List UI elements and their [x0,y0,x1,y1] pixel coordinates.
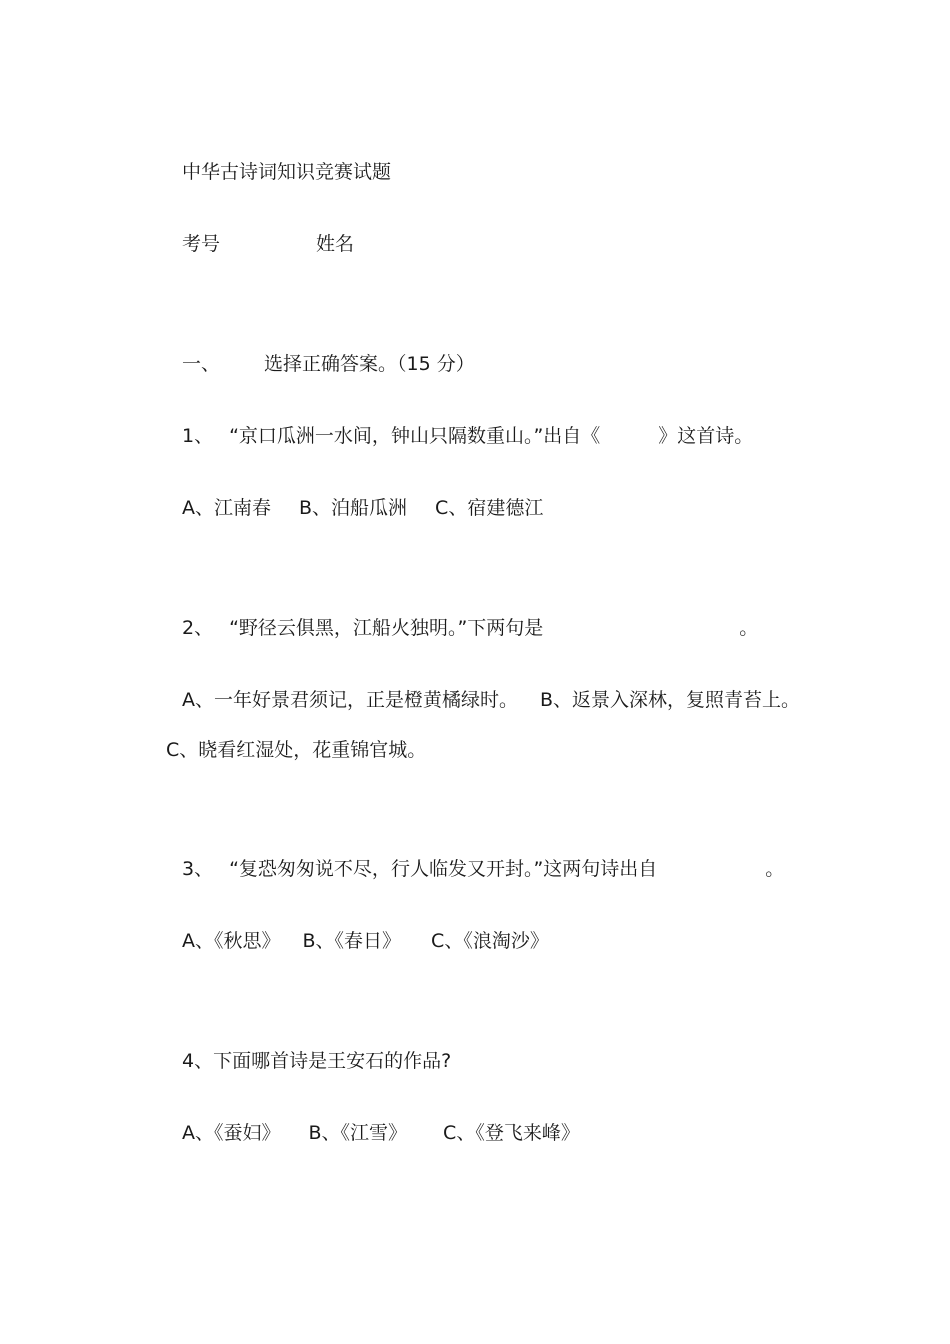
question-number: 2、 [182,617,214,639]
option-c: C、《登飞来峰》 [443,1122,580,1144]
question-3-stem [182,857,784,881]
option-a: A、《秋思》 [182,930,281,952]
option-a: A、江南春 [182,497,271,519]
question-text-end: 》这首诗。 [658,425,754,447]
option-b: B、返景入深林，复照青苔上。 [540,689,801,711]
question-text: “复恐匆匆说不尽，行人临发又开封。”这两句诗出自 [229,858,658,880]
question-1-options [182,496,543,520]
question-text-end: 。 [765,858,785,880]
question-4-stem [182,1049,451,1073]
question-3-options [182,929,549,953]
header-row [182,232,354,256]
section-number: 一、 [182,353,221,375]
question-number: 3、 [182,858,214,880]
option-b: B、《春日》 [302,930,402,952]
option-a: A、一年好景君须记，正是橙黄橘绿时。 [182,689,518,711]
question-1-stem [182,424,753,448]
question-number: 4、 [182,1050,214,1072]
section-title: 选择正确答案。（15 分） [264,353,475,375]
question-text-end: 。 [739,617,759,639]
exam-number-label: 考号 [182,233,221,255]
option-c: C、《浪淘沙》 [431,930,549,952]
question-text: 下面哪首诗是王安石的作品? [213,1050,452,1072]
option-c: C、宿建德江 [435,497,544,519]
option-b: B、泊船瓜洲 [299,497,408,519]
name-label: 姓名 [316,233,355,255]
section-heading [182,352,475,376]
question-2-options-row2 [166,738,426,762]
question-number: 1、 [182,425,214,447]
question-2-options-row1 [182,688,800,712]
question-text: “野径云俱黑，江船火独明。”下两句是 [229,617,544,639]
option-b: B、《江雪》 [308,1122,408,1144]
question-text: “京口瓜洲一水间，钟山只隔数重山。”出自《 [229,425,601,447]
option-c: C、晓看红湿处，花重锦官城。 [166,739,427,761]
question-4-options [182,1121,580,1145]
option-a: A、《蚕妇》 [182,1122,281,1144]
question-2-stem [182,616,758,640]
document-title: 中华古诗词知识竞赛试题 [182,161,392,183]
